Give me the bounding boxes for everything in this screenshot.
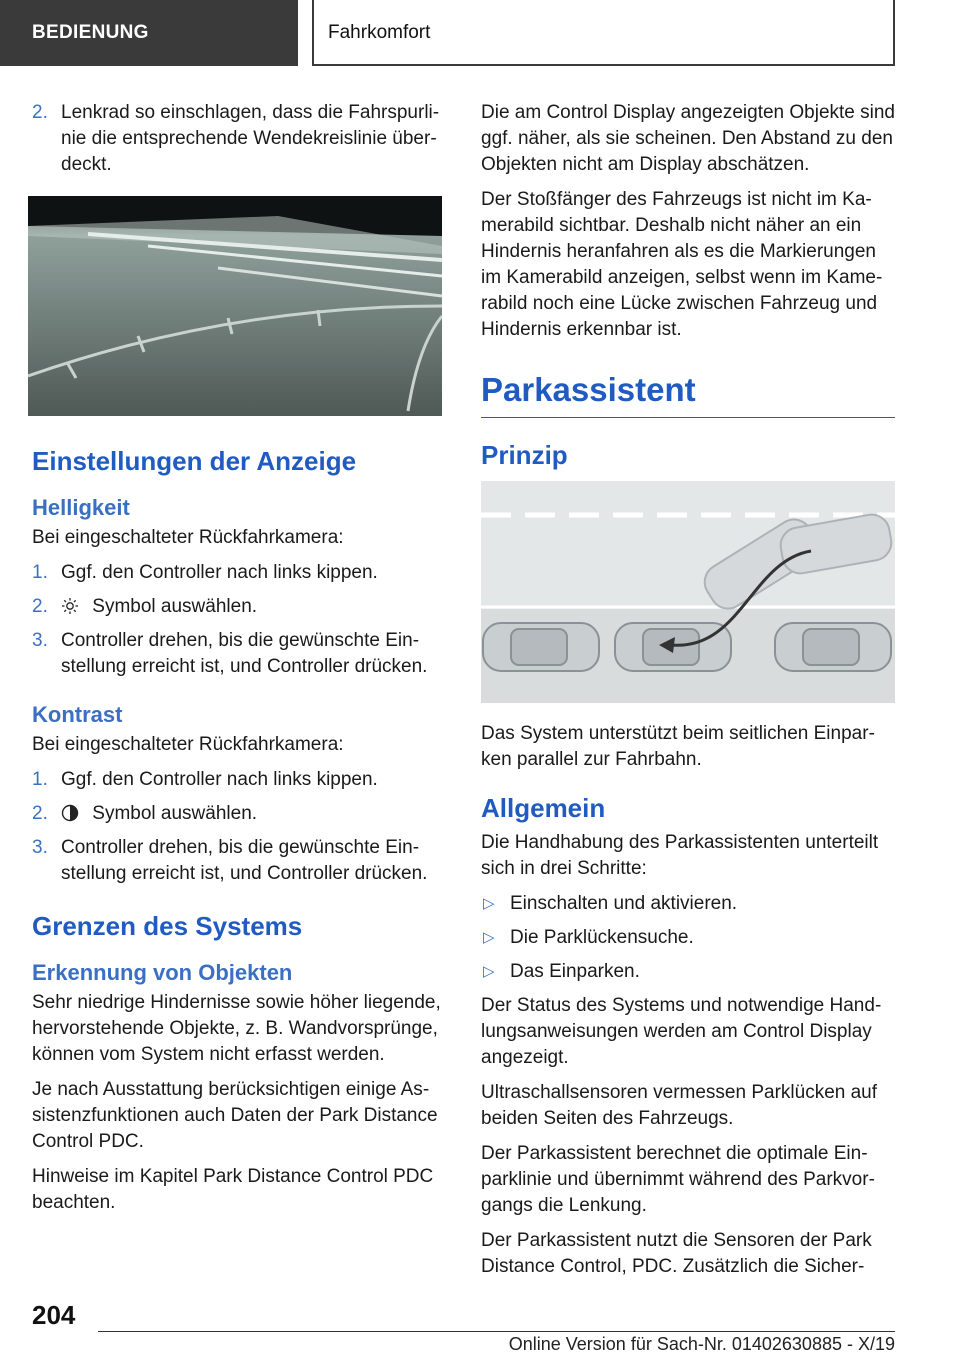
list-item	[32, 767, 446, 793]
parked-car-left	[483, 623, 599, 671]
brightness-intro: Bei eingeschalteter Rückfahrkamera:	[32, 527, 344, 548]
list-item	[32, 560, 446, 586]
list-number: 2.	[32, 596, 48, 617]
list-text: Die Parklückensuche.	[510, 927, 694, 948]
contrast-icon	[61, 804, 79, 822]
bullet-triangle-icon: ▷	[483, 929, 495, 946]
chapter-title: Fahrkomfort	[312, 0, 895, 66]
pdc-paragraph: Der Parkassistent nutzt die Sensoren der Park Distance Control, PDC. Zusätzlich die Sicher-	[481, 1230, 872, 1277]
detection-paragraph-1: Sehr niedrige Hindernisse sowie höher liegende, hervorstehende Objekte, z. B. Wandvorsprünge, können vom System nicht erfasst werden.	[32, 992, 441, 1065]
camera-paragraph-1: Die am Control Display angezeigten Objekte sind ggf. näher, als sie scheinen. Den Abstand zu den Objekten nicht am Display abschätzen.	[481, 102, 895, 175]
list-number: 2.	[32, 102, 48, 123]
heading-principle: Prinzip	[481, 440, 568, 470]
general-intro: Die Handhabung des Parkassistenten unterteilt sich in drei Schritte:	[481, 832, 879, 879]
list-text: Ggf. den Controller nach links kippen.	[61, 769, 378, 790]
list-item	[32, 100, 446, 178]
list-text: Ggf. den Controller nach links kippen.	[61, 562, 378, 583]
rear-camera-image	[28, 196, 442, 416]
list-number: 3.	[32, 837, 48, 858]
list-item	[481, 891, 895, 917]
list-text: Controller drehen, bis die gewünschte Einstellung erreicht ist, und Controller drücken.	[61, 630, 428, 677]
list-item	[32, 835, 446, 887]
right-column	[481, 100, 895, 1289]
list-text: Symbol auswählen.	[92, 803, 258, 824]
footer-version-text: Online Version für Sach-Nr. 01402630885 - X/19	[508, 1334, 895, 1354]
detection-paragraph-2: Je nach Ausstattung berücksichtigen einige Assistenzfunktionen auch Daten der Park Distance Control PDC.	[32, 1079, 438, 1152]
footer-divider	[98, 1331, 895, 1332]
page-header	[0, 0, 960, 66]
section-label: BEDIENUNG	[0, 0, 298, 66]
heading-contrast: Kontrast	[32, 702, 123, 727]
principle-paragraph: Das System unterstützt beim seitlichen Einparken parallel zur Fahrbahn.	[481, 723, 875, 770]
contrast-intro: Bei eingeschalteter Rückfahrkamera:	[32, 734, 344, 755]
sensors-paragraph: Ultraschallsensoren vermessen Parklücken auf beiden Seiten des Fahrzeugs.	[481, 1082, 878, 1129]
heading-brightness: Helligkeit	[32, 495, 130, 520]
brightness-icon	[61, 597, 79, 615]
left-column	[32, 100, 446, 1225]
list-number: 3.	[32, 630, 48, 651]
page-number: 204	[32, 1300, 76, 1330]
list-item	[32, 801, 446, 827]
heading-object-detection: Erkennung von Objekten	[32, 960, 293, 985]
list-text: Das Einparken.	[510, 961, 640, 982]
list-item	[32, 628, 446, 680]
detection-paragraph-3: Hinweise im Kapitel Park Distance Control PDC beachten.	[32, 1166, 434, 1213]
list-item	[32, 594, 446, 620]
heading-park-assistant: Parkassistent	[481, 371, 895, 418]
steering-paragraph: Der Parkassistent berechnet die optimale Einparklinie und übernimmt während des Parkvorgangs die Lenkung.	[481, 1143, 875, 1216]
heading-display-settings: Einstellungen der Anzeige	[32, 446, 357, 476]
parking-principle-image	[481, 481, 895, 703]
camera-paragraph-2: Der Stoßfänger des Fahrzeugs ist nicht im Kamerabild sichtbar. Deshalb nicht näher an ein Hindernis heranfahren als es die Markierungen im Kamerabild anzeigen, selbst wenn im Kamerabild noch eine Lücke zwischen Fahrzeug und Hindernis erkennbar ist.	[481, 189, 883, 340]
list-text: Lenkrad so einschlagen, dass die Fahrspurlinie die entsprechende Wendekreislinie überdeckt.	[61, 102, 440, 175]
bullet-triangle-icon: ▷	[483, 963, 495, 980]
status-paragraph: Der Status des Systems und notwendige Handlungsanweisungen werden am Control Display angezeigt.	[481, 995, 882, 1068]
list-text: Einschalten und aktivieren.	[510, 893, 738, 914]
heading-general: Allgemein	[481, 793, 606, 823]
list-text: Controller drehen, bis die gewünschte Einstellung erreicht ist, und Controller drücken.	[61, 837, 428, 884]
list-number: 1.	[32, 769, 48, 790]
heading-system-limits: Grenzen des Systems	[32, 911, 303, 941]
list-text: Symbol auswählen.	[92, 596, 258, 617]
bullet-triangle-icon: ▷	[483, 895, 495, 912]
list-number: 1.	[32, 562, 48, 583]
parked-car-right	[775, 623, 891, 671]
list-item	[481, 959, 895, 985]
list-item	[481, 925, 895, 951]
list-number: 2.	[32, 803, 48, 824]
